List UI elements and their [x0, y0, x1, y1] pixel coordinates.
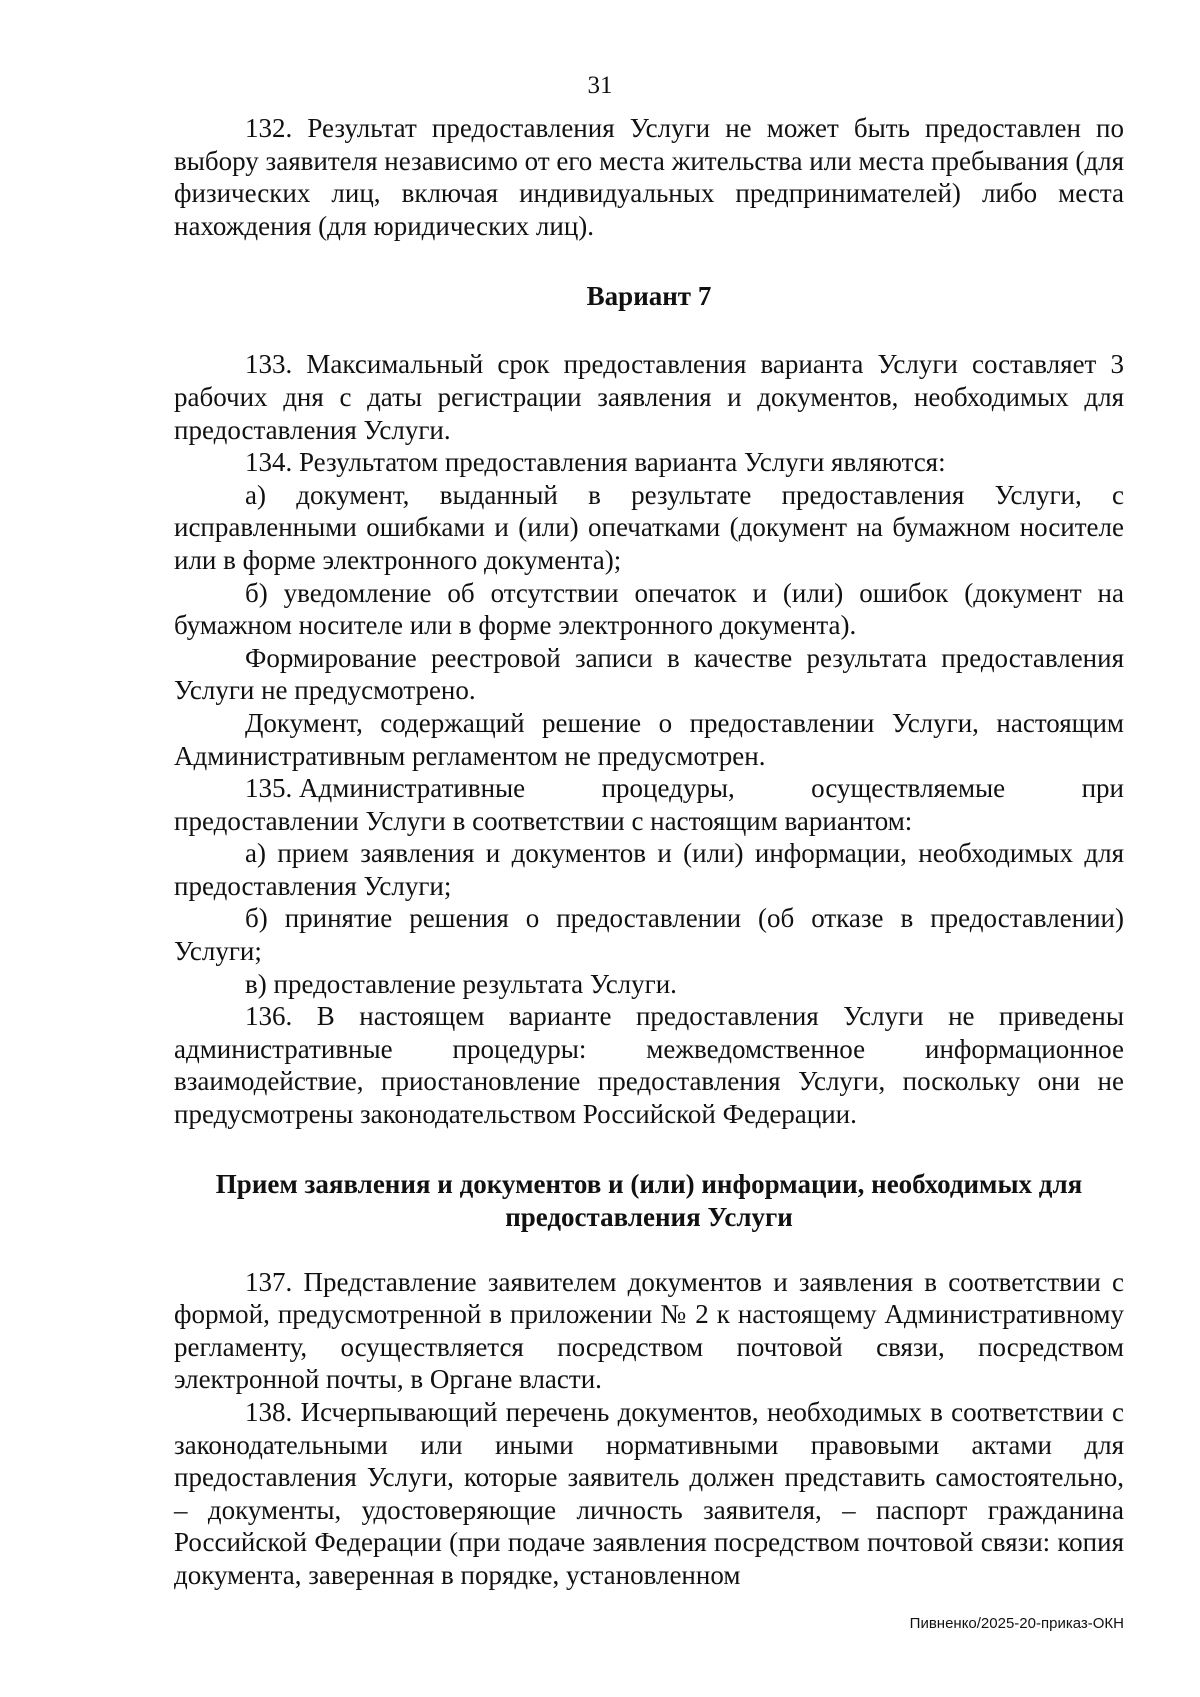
paragraph-138: 138. Исчерпывающий перечень документов, необходимых в соответствии с законодательными или иными нормативными правовыми актами для предоставления Услуги, которые заявитель должен представить самостоятельно, – документы, удостоверяющие личность заявителя, – паспорт гражданина Российской Федерации (при подаче заявления посредством почтовой связи: копия документа, заверенная в порядке, установленном — [174, 1397, 1124, 1590]
paragraph-136: 136. В настоящем варианте предоставления Услуги не приведены административные процедуры: межведомственное информационное взаимодействие, приостановление предоставления Услуги, поскольку они не предусмотрены законодательством Российской Федерации. — [174, 1001, 1124, 1130]
paragraph-135-word: при — [1081, 773, 1124, 804]
paragraph-registry-record: Формирование реестровой записи в качестве результата предоставления Услуги не предусмотрено. — [174, 642, 1124, 706]
paragraph-135-c: в) предоставление результата Услуги. — [245, 968, 677, 999]
paragraph-134: 134. Результатом предоставления варианта Услуги являются: — [245, 447, 946, 478]
paragraph-135-first-line — [174, 772, 1124, 805]
paragraph-137: 137. Представление заявителем документов и заявления в соответствии с формой, предусмотренной в приложении № 2 к настоящему Административному регламенту, осуществляется посредством почтовой связи, посредством электронной почты, в Органе власти. — [174, 1266, 1124, 1395]
paragraph-decision-document: Документ, содержащий решение о предоставлении Услуги, настоящим Административным регламентом не предусмотрен. — [174, 707, 1124, 771]
paragraph-134-b: б) уведомление об отсутствии опечаток и (или) ошибок (документ на бумажном носителе или в форме электронного документа). — [174, 577, 1124, 641]
heading-section-line: предоставления Услуги — [505, 1201, 793, 1232]
heading-variant-7: Вариант 7 — [586, 281, 712, 312]
paragraph-135-b: б) принятие решения о предоставлении (об отказе в предоставлении) Услуги; — [174, 903, 1124, 967]
paragraph-135-word: осуществляемые — [811, 773, 1006, 804]
document-body — [174, 112, 1124, 1592]
footer-document-code: Пивненко/2025-20-приказ-ОКН — [909, 1615, 1124, 1632]
paragraph-135-a: а) прием заявления и документов и (или) информации, необходимых для предоставления Услуги; — [174, 838, 1124, 901]
paragraph-132: 132. Результат предоставления Услуги не может быть предоставлен по выбору заявителя независимо от его места жительства или места пребывания (для физических лиц, включая индивидуальных предпринимателей) либо места нахождения (для юридических лиц). — [174, 113, 1124, 241]
heading-section-line: Прием заявления и документов и (или) информации, необходимых для — [215, 1168, 1083, 1199]
paragraph-133: 133. Максимальный срок предоставления варианта Услуги составляет 3 рабочих дня с даты регистрации заявления и документов, необходимых для предоставления Услуги. — [174, 349, 1124, 445]
heading-section-application — [174, 1168, 1124, 1234]
page-number: 31 — [587, 72, 613, 99]
paragraph-135-word: 135. Административные — [245, 773, 526, 804]
paragraph-135-word: процедуры, — [601, 773, 735, 804]
paragraph-135-rest: предоставлении Услуги в соответствии с настоящим вариантом: — [174, 805, 913, 836]
paragraph-134-a: а) документ, выданный в результате предоставления Услуги, с исправленными ошибками и (или) опечатками (документ на бумажном носителе или в форме электронного документа); — [174, 479, 1124, 575]
